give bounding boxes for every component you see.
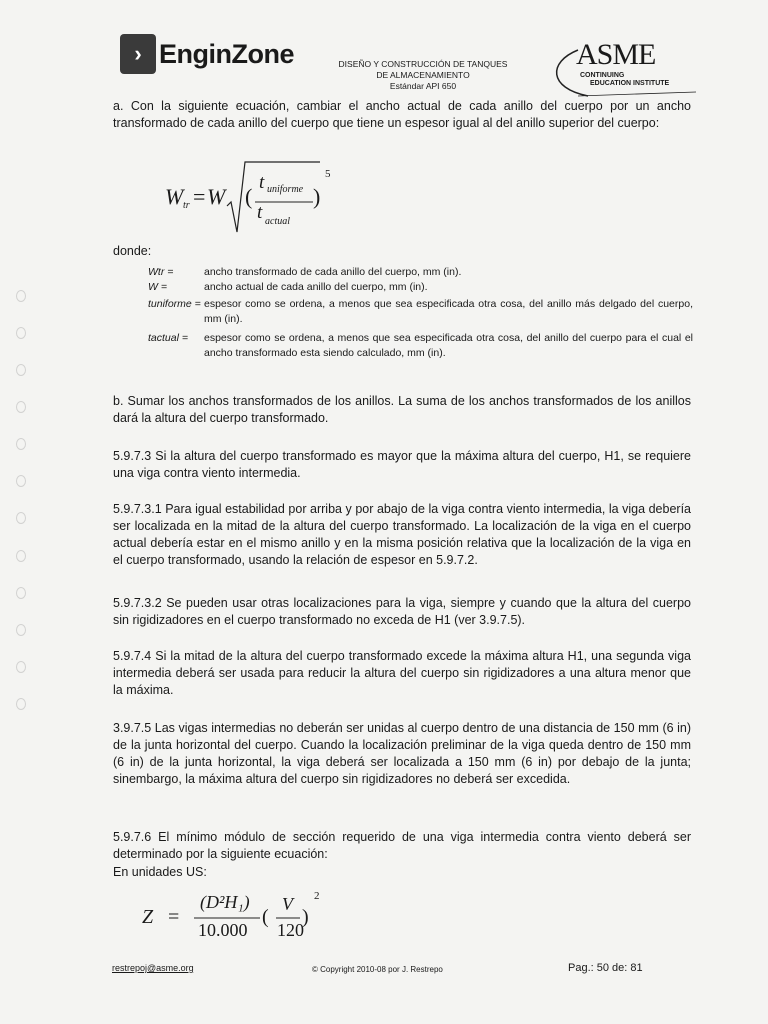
formula-rhs: W [207,184,226,209]
formula-equals: = [193,184,206,209]
header-title-line2: DE ALMACENAMIENTO [376,70,470,80]
section-a-text: a. Con la siguiente ecuación, cambiar el ancho actual de cada anillo del cuerpo por un ancho transformado de cada anillo del cuerpo que tiene un espesor igual al del anillo superior del cuerpo: [113,99,691,130]
paragraph-5-9-7-3-1: 5.9.7.3.1 Para igual estabilidad por arriba y por abajo de la viga contra viento intermedia, la viga debería ser localizada en la mitad de la altura del cuerpo transformado. La localización de la viga en el cuerpo actual debería estar en el mismo anillo y en la misma posición relativa que la localización de la viga en el cuerpo transformado, usando la relación de espesor en 5.9.7.2. [113,502,691,567]
header-title-line3: Estándar API 650 [389,81,457,91]
definition-symbol: tactual = [148,332,188,344]
paragraph-5-9-7-6: 5.9.7.6 El mínimo módulo de sección requerido de una viga intermedia contra viento deberá ser determinado por la siguiente ecuación: [113,830,691,861]
formula-z-exponent: 2 [314,890,320,902]
definition-text: espesor como se ordena, a menos que sea especificada otra cosa, del anillo del cuerpo para el cual el ancho transformado esta siendo calculado, mm (in). [204,332,693,359]
formula-denominator: t [257,202,263,223]
binder-holes [16,290,38,710]
definition-row [148,265,693,280]
paragraph-b: b. Sumar los anchos transformados de los anillos. La suma de los anchos transformados de los anillos dará la altura del cuerpo transformado. [113,394,691,425]
definition-row [148,331,693,361]
formula-z-denominator: 10.000 [198,920,248,940]
formula-numerator: t [259,172,265,193]
formula-exponent: 5 [325,168,331,180]
definition-row [148,297,693,327]
formula-lhs-sub: tr [183,200,190,211]
definition-symbol: W = [148,281,167,293]
formula-z-lhs: Z [142,906,154,928]
definition-symbol: tuniforme = [148,298,201,310]
paragraph-5-9-7-3-2: 5.9.7.3.2 Se pueden usar otras localizaciones para la viga, siempre y cuando que la altura del cuerpo sin rigidizadores en el cuerpo transformado no exceda de H1 (ver 3.9.7.5). [113,596,691,627]
paragraph-5-9-7-3: 5.9.7.3 Si la altura del cuerpo transformado es mayor que la máxima altura del cuerpo, H1, se requiere una viga contra viento intermedia. [113,449,691,480]
donde-label: donde: [113,244,152,258]
paragraph-3-9-7-5: 3.9.7.5 Las vigas intermedias no deberán ser unidas al cuerpo dentro de una distancia de 150 mm (6 in) de la junta horizontal del cuerpo. Cuando la localización preliminar de la viga queda dentro de 150 mm (6 in) de la junta horizontal, la viga deberá ser localizada a 150 mm (6 in) por debajo de la junta; sinembargo, la máxima altura del cuerpo sin rigidizadores no deberá ser excedida. [113,721,691,786]
formula-z-v: V [282,894,293,914]
definition-text: ancho actual de cada anillo del cuerpo, mm (in). [204,281,428,293]
units-label: En unidades US: [113,865,207,879]
footer-copyright: © Copyright 2010-08 por J. Restrepo [312,965,443,974]
formula-denominator-sub: actual [265,216,290,227]
formula-paren-close: ) [313,184,321,209]
definition-text: espesor como se ordena, a menos que sea especificada otra cosa, del anillo más delgado del cuerpo, mm (in). [204,298,693,325]
formula-lhs: W [165,184,184,209]
asme-logo-text: ASME [576,38,656,71]
formula-z-paren-close: ) [302,906,309,928]
formula-z [142,888,332,948]
formula-z-120: 120 [277,920,304,940]
header-title-line1: DISEÑO Y CONSTRUCCIÓN DE TANQUES [338,59,508,69]
asme-subtitle [580,72,669,88]
enginzone-mark-icon: › [120,34,156,74]
document-header-title [318,59,528,92]
formula-paren-open: ( [245,184,253,209]
formula-z-equals: = [168,906,180,928]
formula-z-numerator: (D²H₁) [200,892,250,912]
definition-row [148,280,693,295]
footer-email[interactable]: restrepoj@asme.org [112,963,194,973]
paragraph-5-9-7-4: 5.9.7.4 Si la mitad de la altura del cuerpo transformado excede la máxima altura H1, una segunda viga intermedia deberá ser usada para reducir la altura del cuerpo sin rigidizadores a una altura menor que la máxima. [113,649,691,697]
definitions-list [148,265,693,361]
asme-sub-line2: EDUCATION INSTITUTE [590,80,670,87]
formula-numerator-sub: uniforme [267,184,304,195]
definition-text: ancho transformado de cada anillo del cuerpo, mm (in). [204,266,462,278]
asme-sub-line1: CONTINUING [580,72,625,79]
logo-text: EnginZone [159,38,294,69]
formula-z-paren-open: ( [262,906,269,928]
enginzone-logo [120,34,294,74]
footer-page-number: Pag.: 50 de: 81 [568,962,643,974]
formula-wtr [165,158,365,238]
definition-symbol: Wtr = [148,266,174,278]
asme-logo [548,38,698,96]
